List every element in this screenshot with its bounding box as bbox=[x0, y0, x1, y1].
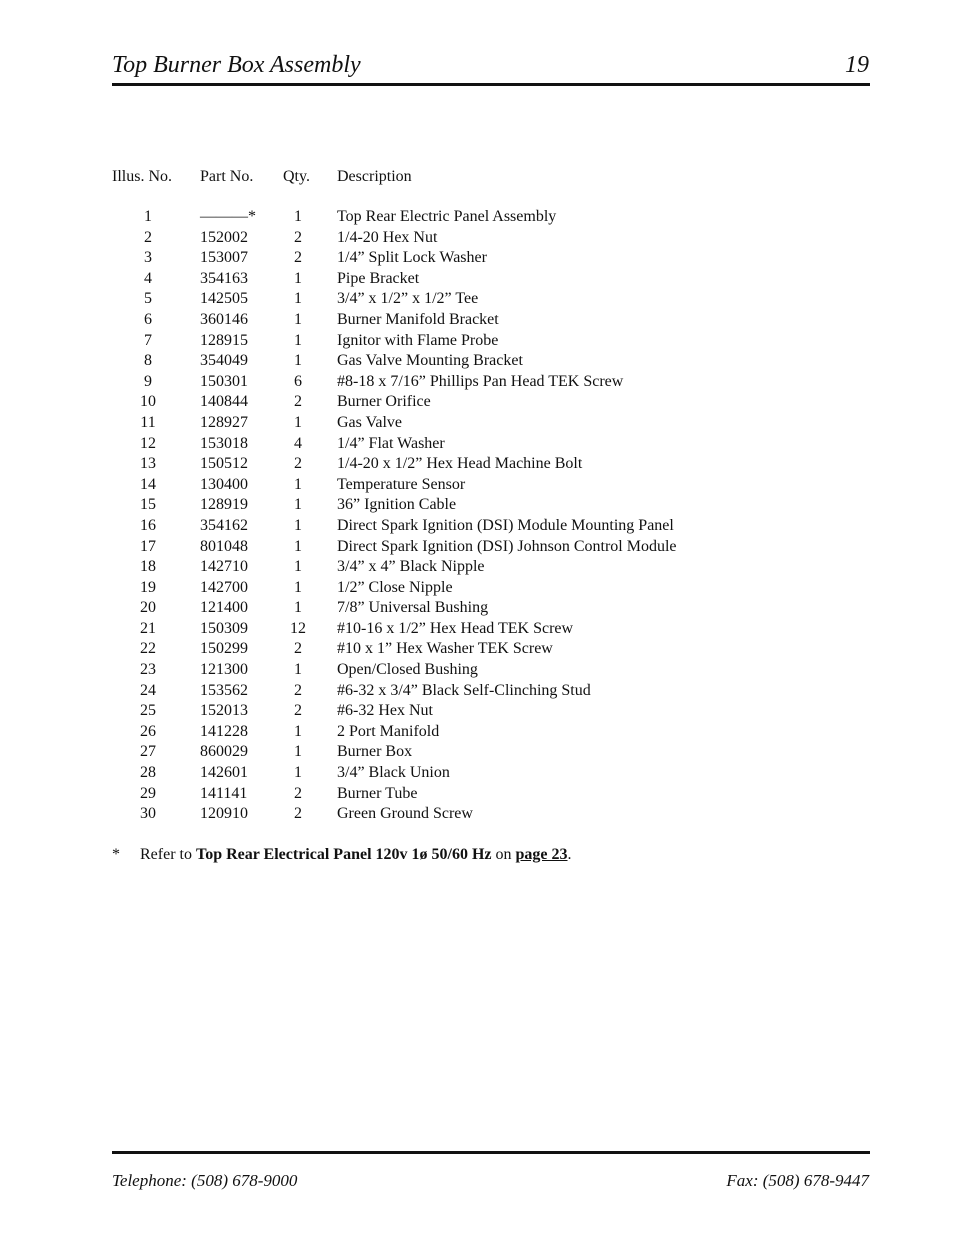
part-no-cell: ———* bbox=[200, 208, 256, 225]
qty-cell: 1 bbox=[294, 290, 302, 308]
table-row bbox=[0, 495, 954, 516]
description-cell: 2 Port Manifold bbox=[337, 722, 440, 740]
table-row bbox=[0, 392, 954, 413]
qty-cell: 1 bbox=[294, 516, 302, 534]
part-no-cell: 801048 bbox=[200, 537, 248, 555]
part-no-cell: 153018 bbox=[200, 434, 248, 452]
qty-cell: 1 bbox=[294, 496, 302, 514]
table-row bbox=[0, 269, 954, 290]
description-cell: 1/4-20 x 1/2” Hex Head Machine Bolt bbox=[337, 455, 583, 473]
footnote bbox=[112, 845, 572, 865]
description-cell: Temperature Sensor bbox=[337, 475, 466, 493]
description-cell: Gas Valve Mounting Bracket bbox=[337, 352, 523, 370]
table-row bbox=[0, 248, 954, 269]
table-row bbox=[0, 598, 954, 619]
description-cell: Ignitor with Flame Probe bbox=[337, 331, 499, 349]
qty-cell: 1 bbox=[294, 537, 302, 555]
description-cell: Burner Manifold Bracket bbox=[337, 310, 499, 328]
qty-cell: 1 bbox=[294, 208, 302, 225]
header-rule bbox=[112, 83, 870, 86]
qty-cell: 1 bbox=[294, 578, 302, 596]
table-row bbox=[0, 742, 954, 763]
qty-cell: 6 bbox=[294, 372, 302, 390]
part-no-cell: 153007 bbox=[200, 249, 248, 267]
description-cell: 3/4” Black Union bbox=[337, 764, 450, 782]
part-no-cell: 354163 bbox=[200, 269, 248, 287]
table-row bbox=[0, 578, 954, 599]
table-row bbox=[0, 660, 954, 681]
footnote-suffix: . bbox=[567, 846, 572, 863]
qty-cell: 2 bbox=[294, 455, 302, 473]
footer-fax: Fax: (508) 678-9447 bbox=[726, 1171, 869, 1190]
qty-cell: 1 bbox=[294, 475, 302, 493]
qty-cell: 2 bbox=[294, 393, 302, 411]
part-no-cell: 360146 bbox=[200, 310, 248, 328]
part-no-cell: 860029 bbox=[200, 743, 248, 761]
table-row bbox=[0, 804, 954, 825]
table-row bbox=[0, 763, 954, 784]
description-cell: Direct Spark Ignition (DSI) Johnson Control Module bbox=[337, 537, 677, 555]
illus-no-cell: 16 bbox=[140, 516, 156, 534]
description-cell: 3/4” x 1/2” x 1/2” Tee bbox=[337, 290, 479, 308]
illus-no-cell: 12 bbox=[140, 434, 156, 452]
part-no-cell: 141141 bbox=[200, 784, 248, 802]
page-reference-link[interactable]: page 23 bbox=[515, 846, 568, 863]
table-row bbox=[0, 475, 954, 496]
illus-no-cell: 6 bbox=[144, 310, 152, 328]
illus-no-cell: 25 bbox=[140, 702, 156, 720]
table-row bbox=[0, 310, 954, 331]
illus-no-cell: 1 bbox=[144, 208, 152, 225]
part-no-cell: 152002 bbox=[200, 228, 248, 246]
column-header-qty: Qty. bbox=[283, 168, 310, 185]
description-cell: #6-32 x 3/4” Black Self-Clinching Stud bbox=[337, 681, 591, 699]
qty-cell: 1 bbox=[294, 722, 302, 740]
illus-no-cell: 30 bbox=[140, 805, 156, 823]
description-cell: #8-18 x 7/16” Phillips Pan Head TEK Screw bbox=[337, 372, 624, 390]
illus-no-cell: 7 bbox=[144, 331, 152, 349]
illus-no-cell: 21 bbox=[140, 619, 156, 637]
illus-no-cell: 10 bbox=[140, 393, 156, 411]
qty-cell: 2 bbox=[294, 249, 302, 267]
illus-no-cell: 18 bbox=[140, 558, 156, 576]
description-cell: Burner Box bbox=[337, 743, 413, 761]
table-row bbox=[0, 619, 954, 640]
table-row bbox=[0, 722, 954, 743]
table-row bbox=[0, 228, 954, 249]
part-no-cell: 121400 bbox=[200, 599, 248, 617]
qty-cell: 12 bbox=[290, 619, 306, 637]
qty-cell: 1 bbox=[294, 558, 302, 576]
qty-cell: 1 bbox=[294, 413, 302, 431]
illus-no-cell: 11 bbox=[140, 413, 156, 431]
column-header-illus-no: Illus. No. bbox=[112, 168, 172, 185]
page-title: Top Burner Box Assembly bbox=[112, 52, 361, 78]
part-no-cell: 153562 bbox=[200, 681, 248, 699]
part-no-cell: 128927 bbox=[200, 413, 248, 431]
illus-no-cell: 14 bbox=[140, 475, 156, 493]
qty-cell: 2 bbox=[294, 228, 302, 246]
footer-telephone: Telephone: (508) 678-9000 bbox=[112, 1171, 298, 1190]
illus-no-cell: 2 bbox=[144, 228, 152, 246]
illus-no-cell: 20 bbox=[140, 599, 156, 617]
part-no-cell: 142601 bbox=[200, 764, 248, 782]
table-row bbox=[0, 537, 954, 558]
illus-no-cell: 26 bbox=[140, 722, 156, 740]
table-row bbox=[0, 516, 954, 537]
description-cell: Open/Closed Bushing bbox=[337, 661, 478, 679]
qty-cell: 2 bbox=[294, 702, 302, 720]
description-cell: Green Ground Screw bbox=[337, 805, 473, 823]
column-header-description: Description bbox=[337, 168, 412, 185]
part-no-cell: 150299 bbox=[200, 640, 248, 658]
illus-no-cell: 28 bbox=[140, 764, 156, 782]
qty-cell: 1 bbox=[294, 661, 302, 679]
illus-no-cell: 13 bbox=[140, 455, 156, 473]
illus-no-cell: 27 bbox=[140, 743, 156, 761]
qty-cell: 1 bbox=[294, 310, 302, 328]
table-row bbox=[0, 413, 954, 434]
description-cell: 36” Ignition Cable bbox=[337, 496, 457, 514]
part-no-cell: 142700 bbox=[200, 578, 248, 596]
description-cell: 3/4” x 4” Black Nipple bbox=[337, 558, 485, 576]
illus-no-cell: 4 bbox=[144, 269, 152, 287]
part-no-cell: 142505 bbox=[200, 290, 248, 308]
part-no-cell: 152013 bbox=[200, 702, 248, 720]
qty-cell: 2 bbox=[294, 784, 302, 802]
table-row bbox=[0, 434, 954, 455]
part-no-cell: 142710 bbox=[200, 558, 248, 576]
qty-cell: 2 bbox=[294, 805, 302, 823]
qty-cell: 1 bbox=[294, 743, 302, 761]
part-no-cell: 120910 bbox=[200, 805, 248, 823]
illus-no-cell: 5 bbox=[144, 290, 152, 308]
part-no-cell: 141228 bbox=[200, 722, 248, 740]
table-row bbox=[0, 681, 954, 702]
part-no-cell: 354049 bbox=[200, 352, 248, 370]
table-row bbox=[0, 351, 954, 372]
part-no-cell: 150301 bbox=[200, 372, 248, 390]
description-cell: #10 x 1” Hex Washer TEK Screw bbox=[337, 640, 553, 658]
part-no-cell: 150512 bbox=[200, 455, 248, 473]
illus-no-cell: 9 bbox=[144, 372, 152, 390]
qty-cell: 2 bbox=[294, 640, 302, 658]
description-cell: Gas Valve bbox=[337, 413, 403, 431]
qty-cell: 1 bbox=[294, 352, 302, 370]
footnote-panel-name: Top Rear Electrical Panel 120v 1ø 50/60 Hz bbox=[195, 846, 492, 863]
footnote-prefix: Refer to bbox=[140, 846, 192, 863]
qty-cell: 1 bbox=[294, 331, 302, 349]
description-cell: 7/8” Universal Bushing bbox=[337, 599, 489, 617]
illus-no-cell: 24 bbox=[140, 681, 156, 699]
illus-no-cell: 15 bbox=[140, 496, 156, 514]
description-cell: 1/4-20 Hex Nut bbox=[337, 228, 438, 246]
part-no-cell: 128919 bbox=[200, 496, 248, 514]
description-cell: Burner Orifice bbox=[337, 393, 431, 411]
illus-no-cell: 22 bbox=[140, 640, 156, 658]
page-number: 19 bbox=[845, 52, 869, 78]
description-cell: Burner Tube bbox=[337, 784, 418, 802]
table-row bbox=[0, 331, 954, 352]
description-cell: Pipe Bracket bbox=[337, 269, 420, 287]
parts-table bbox=[0, 207, 954, 825]
table-row bbox=[0, 454, 954, 475]
table-row bbox=[0, 701, 954, 722]
qty-cell: 4 bbox=[294, 434, 302, 452]
footnote-mid: on bbox=[495, 846, 512, 863]
part-no-cell: 354162 bbox=[200, 516, 248, 534]
description-cell: 1/4” Flat Washer bbox=[337, 434, 445, 452]
illus-no-cell: 17 bbox=[140, 537, 156, 555]
table-row bbox=[0, 557, 954, 578]
illus-no-cell: 3 bbox=[144, 249, 152, 267]
description-cell: #6-32 Hex Nut bbox=[337, 702, 433, 720]
part-no-cell: 130400 bbox=[200, 475, 248, 493]
table-row bbox=[0, 207, 954, 228]
qty-cell: 2 bbox=[294, 681, 302, 699]
qty-cell: 1 bbox=[294, 269, 302, 287]
qty-cell: 1 bbox=[294, 764, 302, 782]
footnote-marker: * bbox=[112, 846, 120, 863]
footer-rule bbox=[112, 1151, 870, 1154]
column-header-part-no: Part No. bbox=[200, 168, 254, 185]
table-row bbox=[0, 372, 954, 393]
description-cell: 1/4” Split Lock Washer bbox=[337, 249, 487, 267]
table-row bbox=[0, 289, 954, 310]
part-no-cell: 150309 bbox=[200, 619, 248, 637]
description-cell: 1/2” Close Nipple bbox=[337, 578, 453, 596]
table-row bbox=[0, 639, 954, 660]
part-no-cell: 128915 bbox=[200, 331, 248, 349]
part-no-cell: 140844 bbox=[200, 393, 248, 411]
description-cell: #10-16 x 1/2” Hex Head TEK Screw bbox=[337, 619, 574, 637]
table-row bbox=[0, 784, 954, 805]
illus-no-cell: 23 bbox=[140, 661, 156, 679]
qty-cell: 1 bbox=[294, 599, 302, 617]
description-cell: Direct Spark Ignition (DSI) Module Mounting Panel bbox=[337, 516, 674, 534]
description-cell: Top Rear Electric Panel Assembly bbox=[337, 208, 557, 225]
illus-no-cell: 19 bbox=[140, 578, 156, 596]
illus-no-cell: 8 bbox=[144, 352, 152, 370]
part-no-cell: 121300 bbox=[200, 661, 248, 679]
illus-no-cell: 29 bbox=[140, 784, 156, 802]
